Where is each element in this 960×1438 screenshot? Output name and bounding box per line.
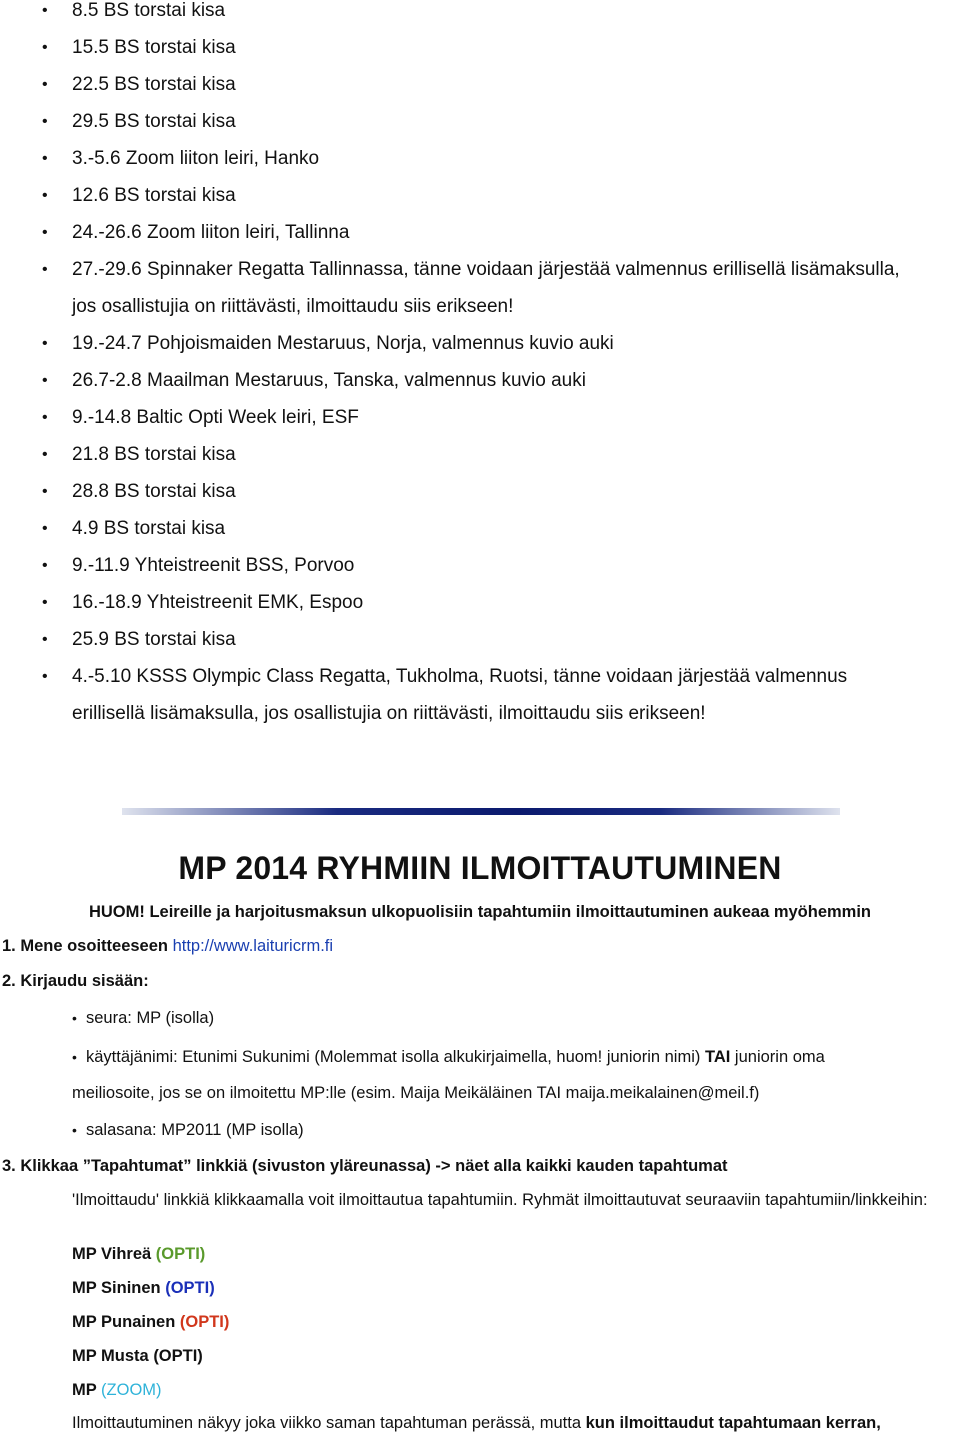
group-name: MP Punainen [72,1313,176,1331]
bullet: • [72,1122,77,1138]
step-1 [2,937,333,956]
group-name: MP Sininen [72,1279,161,1297]
final-paragraph [72,1414,881,1433]
bullet: • [42,483,48,500]
event-text: 29.5 BS torstai kisa [72,111,236,132]
bullet: • [72,1010,77,1026]
event-text: 12.6 BS torstai kisa [72,185,236,206]
final-text-bold: kun ilmoittaudut tapahtumaan kerran, [585,1414,881,1432]
step-3-label: 3. Klikkaa ”Tapahtumat” linkkiä (sivuston yläreunassa) -> näet alla kaikki kauden tapahtumat [2,1157,728,1175]
event-text: 21.8 BS torstai kisa [72,444,236,465]
notice-text: HUOM! Leireille ja harjoitusmaksun ulkopuolisiin tapahtumiin ilmoittautuminen aukeaa myöhemmin [88,903,872,921]
group-mp-musta [72,1347,203,1366]
bullet: • [42,594,48,611]
bullet: • [42,372,48,389]
group-class: (OPTI) [155,1245,206,1263]
final-text: Ilmoittautuminen näkyy joka viikko saman tapahtuman perässä, mutta [72,1414,582,1432]
event-text: 22.5 BS torstai kisa [72,74,236,95]
bullet: • [42,187,48,204]
group-mp-vihrea [72,1245,205,1264]
event-text: 8.5 BS torstai kisa [72,0,226,21]
bullet: • [42,261,48,278]
event-text: 24.-26.6 Zoom liiton leiri, Tallinna [72,222,350,243]
bullet: • [42,557,48,574]
bullet: • [42,446,48,463]
group-class: (OPTI) [165,1279,215,1297]
group-name: MP Musta [72,1347,149,1365]
kayttajanimi-item [72,1048,825,1067]
step-2-label: 2. Kirjaudu sisään: [2,972,149,990]
step-1-label: 1. Mene osoitteeseen [2,937,168,955]
group-class: (OPTI) [153,1347,203,1365]
bullet: • [42,224,48,241]
group-class: (OPTI) [179,1313,230,1331]
bullet: • [42,2,48,19]
event-text: 26.7-2.8 Maailman Mestaruus, Tanska, valmennus kuvio auki [72,370,586,391]
event-text: 27.-29.6 Spinnaker Regatta Tallinnassa, tänne voidaan järjestää valmennus erillisellä lisämaksulla, [72,259,900,280]
seura-text: seura: MP (isolla) [86,1009,215,1027]
kayttajanimi-continued: meiliosoite, jos se on ilmoitettu MP:lle (esim. Maija Meikäläinen TAI maija.meikalainen@meil.f) [72,1084,760,1102]
section-divider [122,808,840,815]
bullet: • [42,39,48,56]
bullet: • [42,113,48,130]
group-class: (ZOOM) [101,1381,162,1399]
event-text: 4.-5.10 KSSS Olympic Class Regatta, Tukholma, Ruotsi, tänne voidaan järjestää valmennus [72,666,848,687]
page-title: MP 2014 RYHMIIN ILMOITTAUTUMINEN [178,850,782,886]
bullet: • [42,150,48,167]
event-text: 3.-5.6 Zoom liiton leiri, Hanko [72,148,320,169]
group-mp-zoom [72,1381,162,1400]
event-text: 4.9 BS torstai kisa [72,518,226,539]
bullet: • [42,631,48,648]
group-mp-punainen [72,1313,229,1332]
event-text: 16.-18.9 Yhteistreenit EMK, Espoo [72,592,364,613]
bullet: • [42,668,48,685]
salasana-item [72,1121,304,1140]
event-text: 9.-14.8 Baltic Opti Week leiri, ESF [72,407,359,428]
event-text-continued: jos osallistujia on riittävästi, ilmoittaudu siis erikseen! [72,296,514,317]
event-text: 28.8 BS torstai kisa [72,481,236,502]
tai-text: TAI [704,1048,731,1066]
step-3-description: 'Ilmoittaudu' linkkiä klikkaamalla voit ilmoittautua tapahtumiin. Ryhmät ilmoittautuvat seuraaviin tapahtumiin/linkkeihin: [72,1191,928,1209]
bullet: • [42,76,48,93]
group-name: MP Vihreä [72,1245,152,1263]
bullet: • [72,1049,77,1065]
bullet: • [42,520,48,537]
event-text: 15.5 BS torstai kisa [72,37,236,58]
event-text: 19.-24.7 Pohjoismaiden Mestaruus, Norja, valmennus kuvio auki [72,333,614,354]
seura-item [72,1009,214,1028]
kayttajanimi-text-b: juniorin oma [734,1048,825,1066]
laituricrm-link[interactable]: http://www.laituricrm.fi [172,937,334,955]
event-text: 25.9 BS torstai kisa [72,629,236,650]
event-text-continued: erillisellä lisämaksulla, jos osallistujia on riittävästi, ilmoittaudu siis erikseen! [72,703,706,724]
salasana-text: salasana: MP2011 (MP isolla) [86,1121,304,1139]
kayttajanimi-text: käyttäjänimi: Etunimi Sukunimi (Molemmat isolla alkukirjaimella, huom! juniorin nimi) [86,1048,701,1066]
bullet: • [42,335,48,352]
group-mp-sininen [72,1279,215,1298]
group-name: MP [72,1381,97,1399]
bullet: • [42,409,48,426]
event-text: 9.-11.9 Yhteistreenit BSS, Porvoo [72,555,355,576]
